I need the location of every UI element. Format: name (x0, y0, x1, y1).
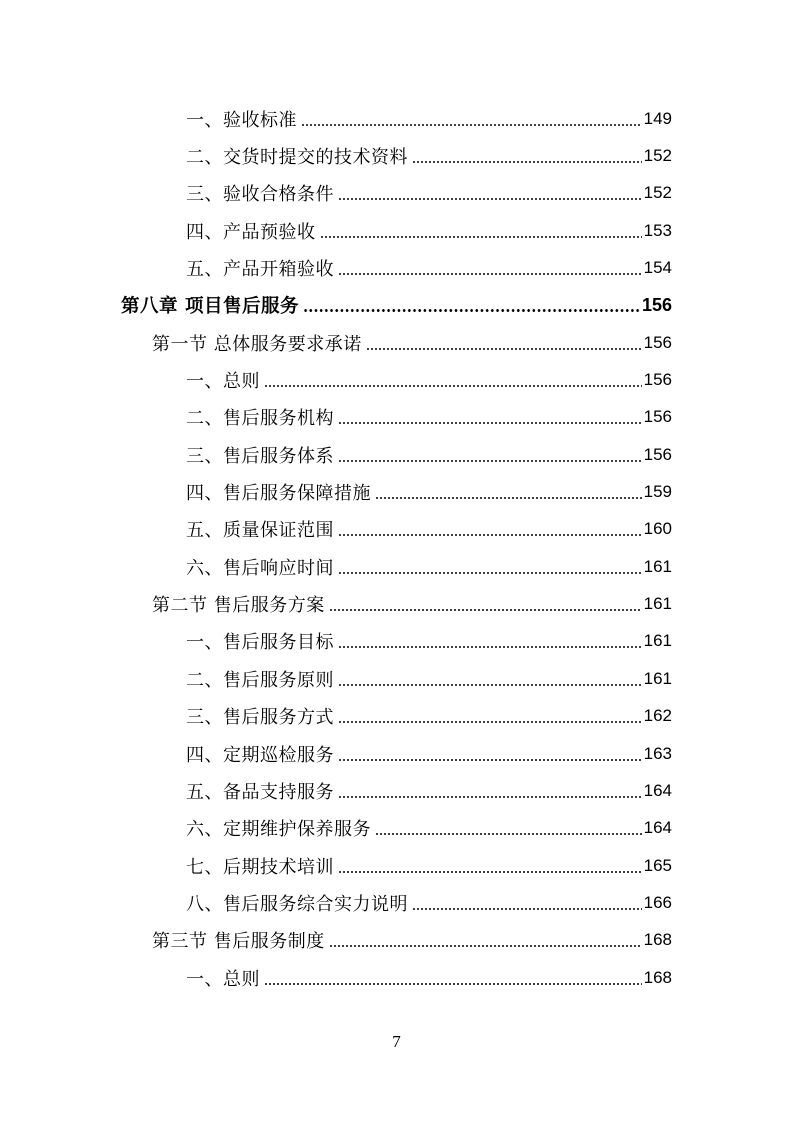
toc-entry-page: 156 (643, 370, 672, 390)
toc-dot-leader (375, 833, 642, 835)
toc-dot-leader (338, 721, 642, 723)
toc-entry[interactable] (0, 436, 793, 473)
toc-entry-page: 161 (643, 668, 672, 688)
toc-entry-title: 三、售后服务体系 (186, 445, 334, 467)
toc-entry-title: 第三节 售后服务制度 (152, 931, 325, 953)
toc-entry[interactable] (0, 511, 793, 548)
toc-entry[interactable] (0, 735, 793, 772)
toc-dot-leader (338, 871, 642, 873)
toc-entry-page: 156 (643, 332, 672, 352)
toc-entry-title: 四、定期巡检服务 (186, 744, 334, 766)
toc-entry-title: 三、售后服务方式 (186, 707, 334, 729)
toc-dot-leader (338, 759, 642, 761)
toc-entry-page: 156 (643, 407, 672, 427)
toc-entry-page: 168 (643, 967, 672, 987)
toc-entry-title: 六、售后响应时间 (186, 557, 334, 579)
toc-entry-title: 第一节 总体服务要求承诺 (152, 333, 362, 355)
toc-entry-page: 160 (643, 519, 672, 539)
toc-entry-page: 153 (643, 220, 672, 240)
toc-dot-leader (338, 646, 642, 648)
toc-dot-leader (375, 497, 642, 499)
toc-section-entry[interactable] (0, 324, 793, 361)
toc-entry-title: 一、总则 (186, 371, 260, 393)
toc-entry[interactable] (0, 772, 793, 809)
toc-entry-page: 164 (643, 780, 672, 800)
toc-dot-leader (320, 236, 642, 238)
toc-entry[interactable] (0, 959, 793, 996)
toc-dot-leader (412, 161, 642, 163)
toc-entry-page: 161 (643, 631, 672, 651)
toc-entry-page: 166 (643, 892, 672, 912)
toc-entry[interactable] (0, 249, 793, 286)
toc-entry-title: 一、验收标准 (186, 109, 297, 131)
toc-entry-title: 五、产品开箱验收 (186, 259, 334, 281)
toc-entry-page: 156 (641, 294, 672, 315)
toc-entry[interactable] (0, 399, 793, 436)
toc-entry[interactable] (0, 548, 793, 585)
toc-entry[interactable] (0, 623, 793, 660)
toc-entry-page: 149 (643, 108, 672, 128)
toc-entry[interactable] (0, 660, 793, 697)
toc-dot-leader (338, 796, 642, 798)
toc-dot-leader (338, 460, 642, 462)
toc-chapter-entry[interactable] (0, 287, 793, 324)
toc-entry[interactable] (0, 137, 793, 174)
toc-dot-leader (338, 534, 642, 536)
toc-section-entry[interactable] (0, 585, 793, 622)
toc-dot-leader (366, 348, 642, 350)
toc-entry-title: 第八章 项目售后服务 (121, 296, 299, 318)
toc-dot-leader (338, 684, 642, 686)
toc-dot-leader (338, 572, 642, 574)
toc-entry-title: 二、售后服务原则 (186, 669, 334, 691)
toc-entry[interactable] (0, 361, 793, 398)
table-of-contents (0, 100, 793, 996)
toc-entry-page: 162 (643, 706, 672, 726)
toc-dot-leader (303, 309, 640, 312)
toc-entry-page: 156 (643, 444, 672, 464)
toc-entry-page: 161 (643, 594, 672, 614)
toc-dot-leader (329, 945, 642, 947)
toc-entry-title: 三、验收合格条件 (186, 184, 334, 206)
toc-entry[interactable] (0, 810, 793, 847)
toc-entry-page: 163 (643, 743, 672, 763)
toc-entry-title: 七、后期技术培训 (186, 856, 334, 878)
toc-entry-page: 154 (643, 258, 672, 278)
toc-dot-leader (329, 609, 642, 611)
toc-entry-title: 一、售后服务目标 (186, 632, 334, 654)
toc-dot-leader (338, 198, 642, 200)
toc-entry[interactable] (0, 100, 793, 137)
toc-entry-title: 四、售后服务保障措施 (186, 483, 371, 505)
toc-entry[interactable] (0, 175, 793, 212)
toc-entry-title: 六、定期维护保养服务 (186, 819, 371, 841)
toc-dot-leader (412, 908, 642, 910)
toc-entry[interactable] (0, 698, 793, 735)
toc-entry-title: 第二节 售后服务方案 (152, 595, 325, 617)
toc-entry-title: 四、产品预验收 (186, 221, 316, 243)
toc-section-entry[interactable] (0, 922, 793, 959)
toc-entry[interactable] (0, 847, 793, 884)
toc-entry-page: 161 (643, 556, 672, 576)
toc-dot-leader (301, 124, 642, 126)
toc-dot-leader (264, 983, 642, 985)
toc-dot-leader (338, 273, 642, 275)
toc-entry[interactable] (0, 473, 793, 510)
toc-entry-title: 二、交货时提交的技术资料 (186, 147, 408, 169)
toc-entry-title: 五、备品支持服务 (186, 781, 334, 803)
toc-entry-page: 159 (643, 482, 672, 502)
toc-entry-page: 152 (643, 146, 672, 166)
toc-entry-title: 八、售后服务综合实力说明 (186, 893, 408, 915)
toc-entry-page: 164 (643, 818, 672, 838)
toc-entry-page: 168 (643, 930, 672, 950)
toc-dot-leader (264, 385, 642, 387)
toc-entry-title: 五、质量保证范围 (186, 520, 334, 542)
page-number: 7 (392, 1032, 401, 1051)
toc-entry-title: 二、售后服务机构 (186, 408, 334, 430)
toc-entry-page: 165 (643, 855, 672, 875)
toc-entry[interactable] (0, 212, 793, 249)
toc-entry-title: 一、总则 (186, 968, 260, 990)
toc-dot-leader (338, 422, 642, 424)
toc-entry-page: 152 (643, 183, 672, 203)
toc-entry[interactable] (0, 884, 793, 921)
